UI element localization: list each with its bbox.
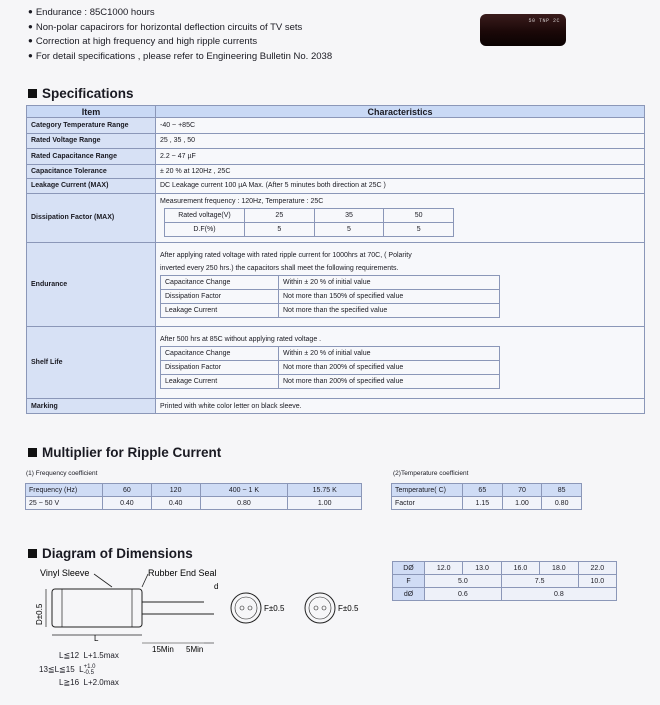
freq-row-label: 25 ~ 50 V [26, 497, 103, 510]
dim-d-22: 22.0 [578, 562, 616, 575]
df-label: Dissipation Factor (MAX) [27, 193, 156, 243]
freq-head-400: 400 ~ 1 K [200, 484, 288, 497]
feature-correction: ● Correction at high frequency and high ripple currents [28, 35, 332, 50]
length-rule-1 [59, 651, 119, 660]
rubber-seal-label: Rubber End Seal [148, 568, 217, 578]
dim-row-pitch [393, 575, 617, 588]
freq-row-15k: 1.00 [288, 497, 362, 510]
rule-2-val: L [79, 665, 84, 675]
rule-1-val: L+1.5max [83, 651, 119, 660]
capacitance-value: 2.2 ~ 47 µF [156, 149, 645, 165]
specifications-heading [28, 86, 134, 101]
cat-temp-label: Category Temperature Range [27, 118, 156, 134]
df-row-35: 5 [314, 223, 384, 237]
dimensions-heading [28, 546, 193, 561]
endurance-note-2: inverted every 250 hrs.) the capacitors shall meet the following requirements. [160, 264, 399, 272]
dim-row-lead [393, 588, 617, 601]
rule-2-sup: +1.0 [83, 664, 96, 670]
lead-diameter-label: d [214, 582, 219, 591]
dim-lead-0-6: 0.6 [425, 588, 502, 601]
shelf-life-item: Leakage Current [161, 375, 279, 389]
shelf-life-cell [156, 327, 645, 399]
temp-row-65: 1.15 [463, 497, 503, 510]
endurance-value: Not more than 150% of specified value [279, 289, 500, 303]
endurance-table [160, 275, 500, 318]
shelf-life-value: Not more than 200% of specified value [279, 361, 500, 375]
diameter-label: D±0.5 [35, 603, 44, 625]
dim-diameter-label: DØ [393, 562, 425, 575]
dim-d-18: 18.0 [540, 562, 578, 575]
temp-head-85: 85 [542, 484, 582, 497]
endurance-item: Leakage Current [161, 303, 279, 317]
temp-row-label: Factor [392, 497, 463, 510]
temp-head-label: Temperature( C) [392, 484, 463, 497]
temp-head-70: 70 [502, 484, 542, 497]
shelf-life-row [161, 347, 500, 361]
shelf-life-row [161, 375, 500, 389]
col-characteristics-header: Characteristics [156, 106, 645, 118]
dim-pitch-label: F [393, 575, 425, 588]
end-view-circle-1 [231, 593, 261, 623]
freq-head-label: Frequency (Hz) [26, 484, 103, 497]
dim-lead-0-8: 0.8 [501, 588, 616, 601]
endurance-item: Dissipation Factor [161, 289, 279, 303]
df-head-50: 50 [384, 209, 454, 223]
shelf-life-label: Shelf Life [27, 327, 156, 399]
ripple-title: Multiplier for Ripple Current [42, 445, 222, 460]
capacitor-photo-label: 50 TNP 2C [528, 18, 560, 24]
voltage-label: Rated Voltage Range [27, 133, 156, 149]
cat-temp-value: -40 ~ +85C [156, 118, 645, 134]
temp-row-70: 1.00 [502, 497, 542, 510]
vinyl-leader-line [94, 574, 112, 587]
shelf-life-value: Not more than 200% of specified value [279, 375, 500, 389]
dim-d-13: 13.0 [463, 562, 501, 575]
heading-square-icon [28, 549, 37, 558]
ripple-heading [28, 445, 221, 460]
endurance-value: Not more than the specified value [279, 303, 500, 317]
feature-non-polar: ● Non-polar capacirors for horizontal deflection circuits of TV sets [28, 21, 332, 36]
freq-row-60: 0.40 [103, 497, 152, 510]
lead-hole-4 [322, 606, 326, 610]
dim-lead-label: dØ [393, 588, 425, 601]
vinyl-sleeve-label: Vinyl Sleeve [40, 568, 90, 578]
freq-head-120: 120 [151, 484, 200, 497]
pitch-label-2: F±0.5 [338, 604, 359, 613]
pitch-label-1: F±0.5 [264, 604, 285, 613]
temperature-table [391, 483, 582, 510]
frequency-table [25, 483, 362, 510]
capacitor-photo [480, 14, 566, 46]
tolerance-label: Capacitance Tolerance [27, 164, 156, 178]
df-note: Measurement frequency : 120Hz, Temperature : 25C [160, 198, 324, 206]
heading-square-icon [28, 448, 37, 457]
end-view-inner-2 [309, 597, 331, 619]
specifications-title: Specifications [42, 86, 134, 101]
endurance-item: Capacitance Change [161, 275, 279, 289]
df-cell [156, 193, 645, 243]
feature-endurance: ● Endurance : 85C1000 hours [28, 6, 332, 21]
length-rule-3 [59, 678, 119, 687]
heading-square-icon [28, 89, 37, 98]
marking-label: Marking [27, 399, 156, 414]
freq-row-120: 0.40 [151, 497, 200, 510]
specifications-table [26, 105, 645, 414]
shelf-life-table [160, 346, 500, 389]
df-head-25: 25 [245, 209, 315, 223]
leakage-label: Leakage Current (MAX) [27, 179, 156, 193]
df-row-25: 5 [245, 223, 315, 237]
shelf-life-item: Capacitance Change [161, 347, 279, 361]
df-row-label: D.F(%) [165, 223, 245, 237]
rule-2-sub: -0.5 [83, 670, 94, 676]
temp-head-65: 65 [463, 484, 503, 497]
leakage-value: DC Leakage current 100 µA Max. (After 5 minutes both direction at 25C ) [156, 179, 645, 193]
marking-value: Printed with white color letter on black sleeve. [156, 399, 645, 414]
rule-2-tolerance [84, 664, 96, 676]
feature-bulletin: ● For detail specifications , please refer to Engineering Bulletin No. 2038 [28, 50, 332, 65]
endurance-row [161, 289, 500, 303]
rule-1-cond: L≦12 [59, 651, 80, 660]
shelf-life-row [161, 361, 500, 375]
length-label: L [94, 634, 99, 643]
lead-hole-3 [314, 606, 318, 610]
capacitance-label: Rated Capacitance Range [27, 149, 156, 165]
endurance-cell [156, 243, 645, 327]
lead-hole-1 [240, 606, 244, 610]
dim-row-diameter [393, 562, 617, 575]
tolerance-value: ± 20 % at 120Hz , 25C [156, 164, 645, 178]
rule-2-cond: 13≦L≦15 [39, 665, 75, 675]
temp-row-85: 0.80 [542, 497, 582, 510]
freq-head-15k: 15.75 K [288, 484, 362, 497]
freq-head-60: 60 [103, 484, 152, 497]
min5-label: 5Min [186, 645, 204, 654]
dimensions-title: Diagram of Dimensions [42, 546, 193, 561]
dim-f-5: 5.0 [425, 575, 502, 588]
dim-d-12: 12.0 [425, 562, 463, 575]
min15-label: 15Min [152, 645, 174, 654]
endurance-value: Within ± 20 % of initial value [279, 275, 500, 289]
df-row-50: 5 [384, 223, 454, 237]
endurance-row [161, 275, 500, 289]
dimension-table [392, 561, 617, 601]
shelf-life-note: After 500 hrs at 85C without applying rated voltage . [160, 336, 322, 344]
lead-hole-2 [248, 606, 252, 610]
rule-3-cond: L≧16 [59, 678, 80, 687]
dim-f-10: 10.0 [578, 575, 616, 588]
temperature-caption: (2)Temperature coefficient [393, 470, 469, 477]
df-head-label: Rated voltage(V) [165, 209, 245, 223]
shelf-life-value: Within ± 20 % of initial value [279, 347, 500, 361]
end-view-inner-1 [235, 597, 257, 619]
endurance-row [161, 303, 500, 317]
dim-f-7-5: 7.5 [501, 575, 578, 588]
rule-3-val: L+2.0max [83, 678, 119, 687]
voltage-value: 25 , 35 , 50 [156, 133, 645, 149]
capacitor-body-outline [52, 589, 142, 627]
col-item-header: Item [27, 106, 156, 118]
endurance-note-1: After applying rated voltage with rated ripple current for 1000hrs at 70C, ( Polarity [160, 251, 412, 259]
feature-list [28, 6, 332, 64]
frequency-caption: (1) Frequency coefficient [26, 470, 98, 477]
length-rule-2 [39, 664, 95, 676]
df-table [164, 208, 454, 237]
end-view-circle-2 [305, 593, 335, 623]
shelf-life-item: Dissipation Factor [161, 361, 279, 375]
endurance-label: Endurance [27, 243, 156, 327]
rubber-leader-line [142, 574, 148, 587]
dim-d-16: 16.0 [501, 562, 539, 575]
df-head-35: 35 [314, 209, 384, 223]
freq-row-400: 0.80 [200, 497, 288, 510]
